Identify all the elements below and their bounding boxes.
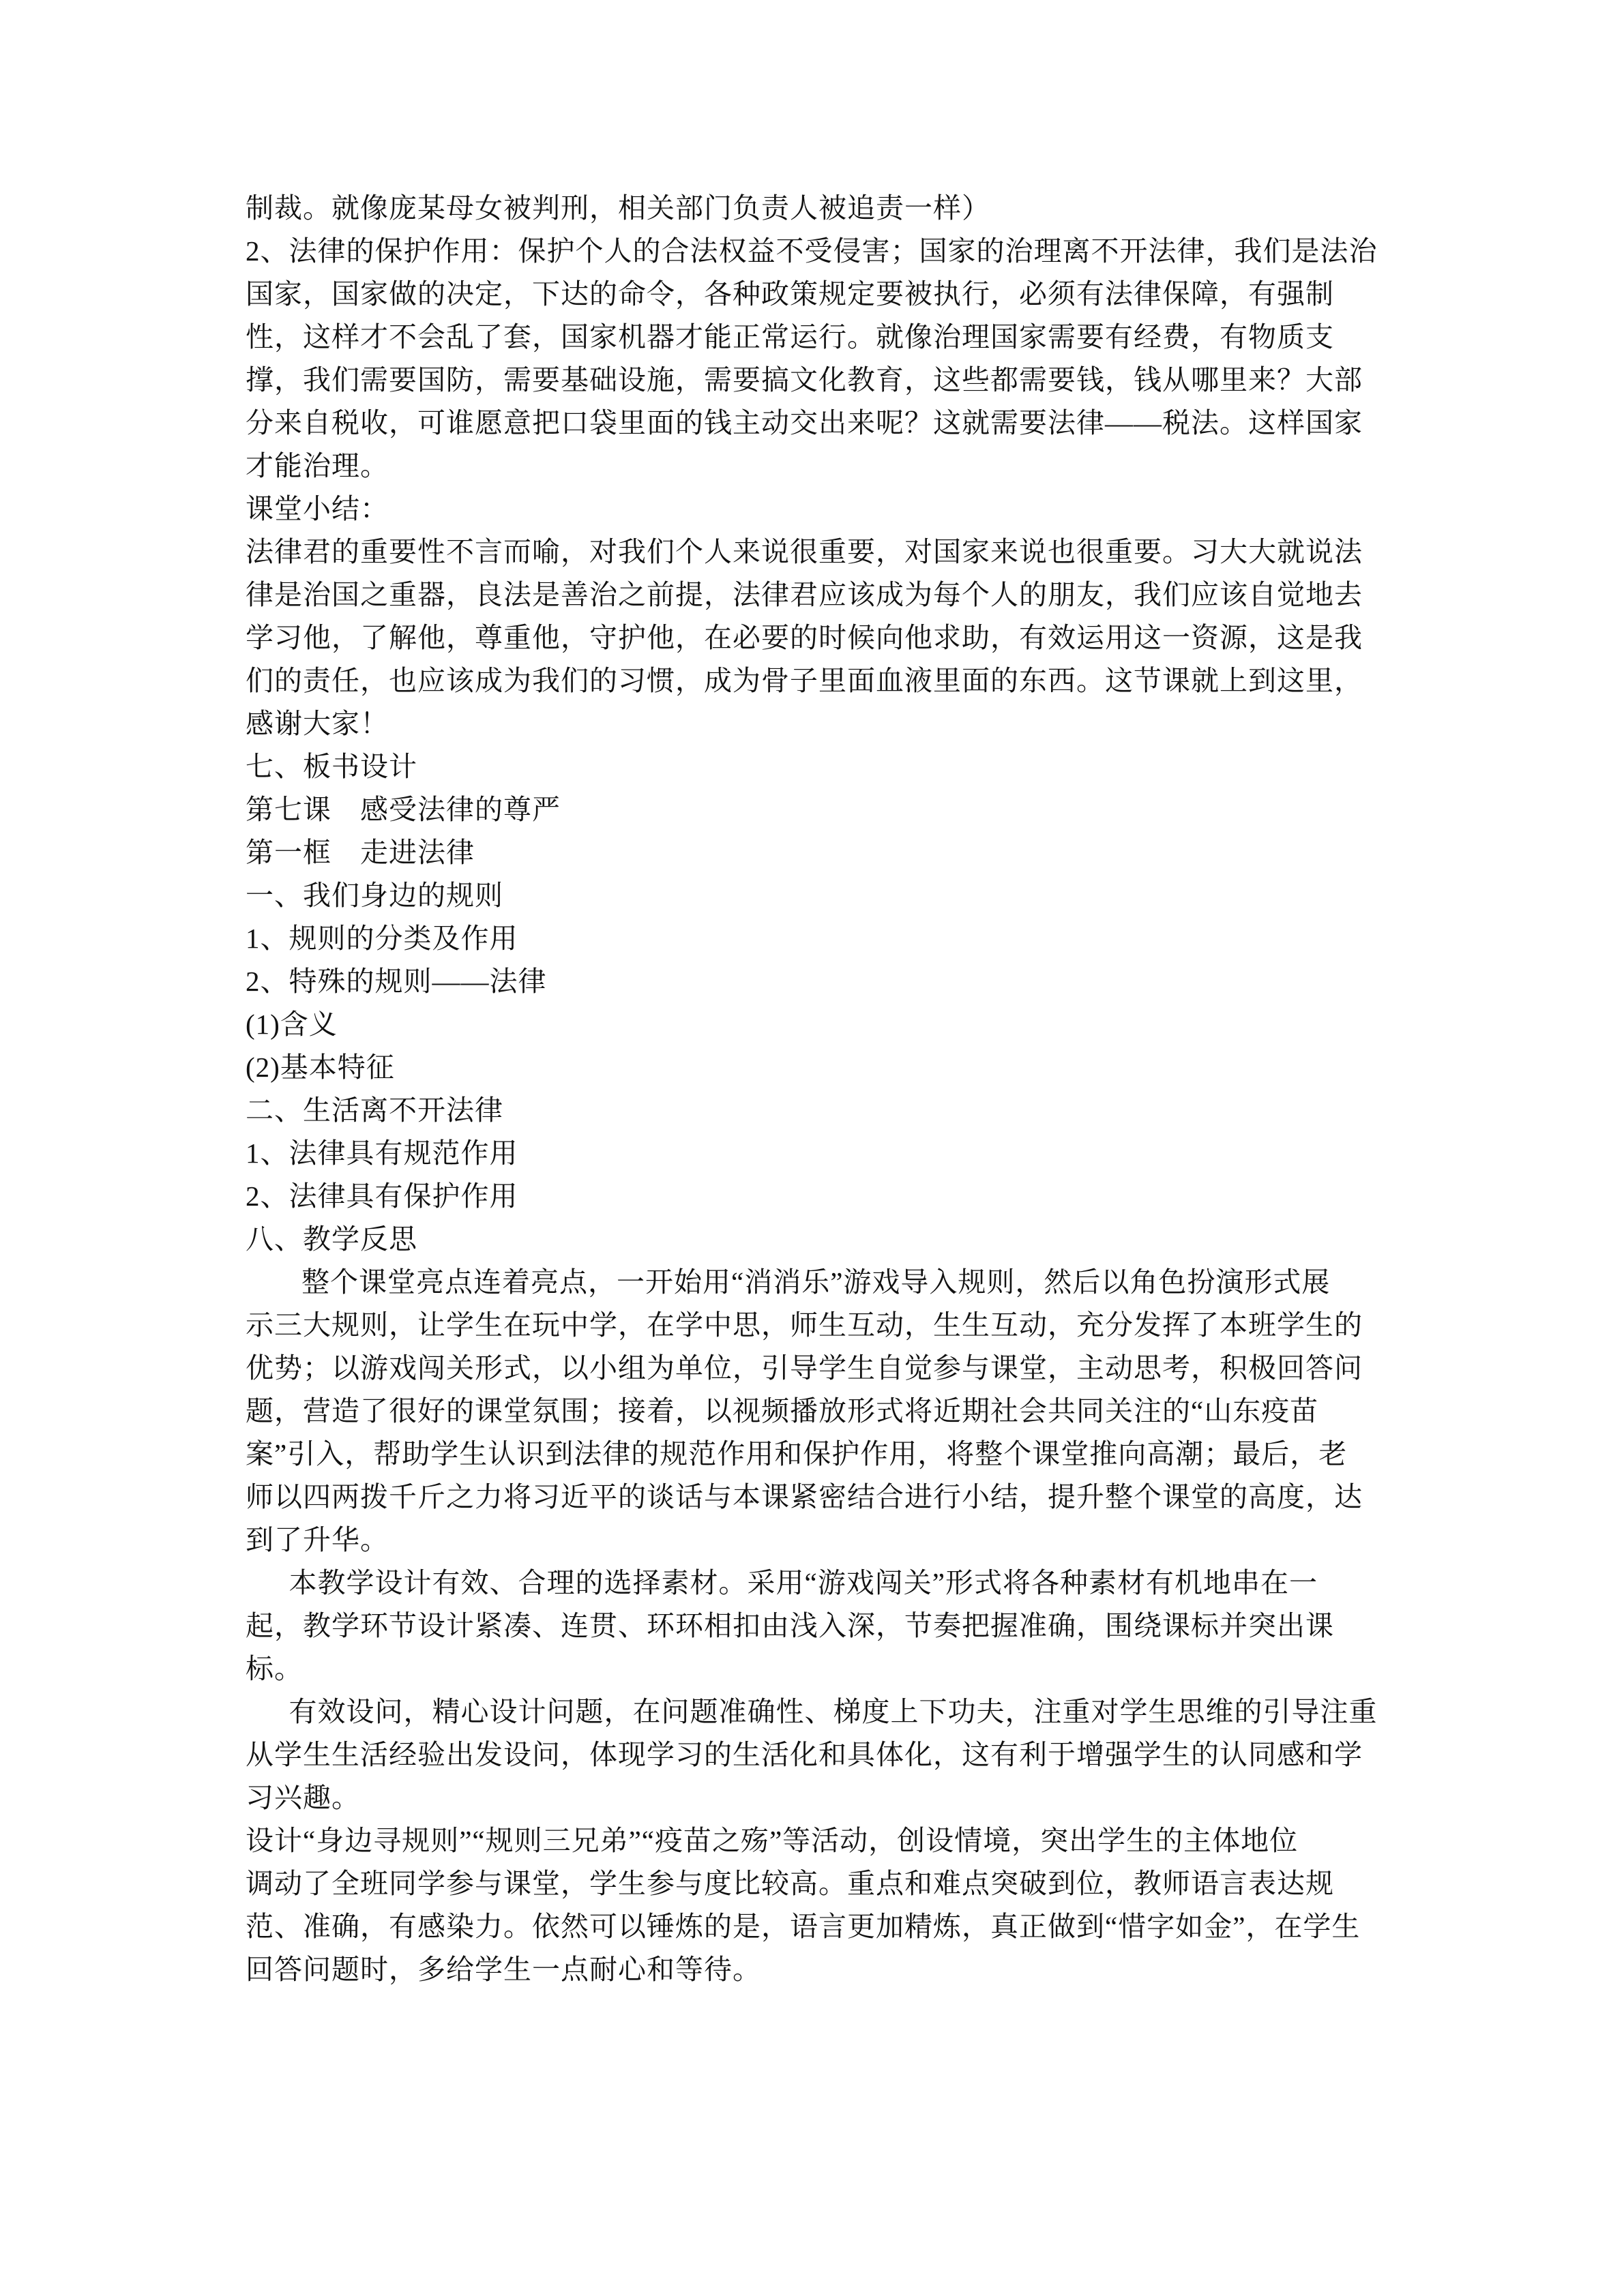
text-line: 回答问题时，多给学生一点耐心和等待。: [246, 1954, 761, 1985]
text-line: 学习他，了解他，尊重他，守护他，在必要的时候向他求助，有效运用这一资源，这是我: [246, 622, 1363, 653]
text-line: 七、板书设计: [246, 751, 417, 782]
text-line: 性，这样才不会乱了套，国家机器才能正常运行。就像治理国家需要有经费，有物质支: [246, 321, 1334, 353]
text-line: 2、法律的保护作用：保护个人的合法权益不受侵害；国家的治理离不开法律，我们是法治: [246, 235, 1378, 267]
text-line: 调动了全班同学参与课堂，学生参与度比较高。重点和难点突破到位，教师语言表达规: [246, 1868, 1334, 1899]
text-line: 1、规则的分类及作用: [246, 923, 518, 954]
text-line: (1)含义: [246, 1009, 338, 1040]
text-line: 本教学设计有效、合理的选择素材。采用“游戏闯关”形式将各种素材有机地串在一: [289, 1567, 1318, 1598]
text-line: 律是治国之重器，良法是善治之前提，法律君应该成为每个人的朋友，我们应该自觉地去: [246, 579, 1363, 610]
text-line: 习兴趣。: [246, 1782, 360, 1813]
document-text-block: [246, 187, 1466, 1991]
text-line: 标。: [246, 1653, 303, 1684]
text-line: 题，营造了很好的课堂氛围；接着，以视频播放形式将近期社会共同关注的“山东疫苗: [246, 1395, 1319, 1427]
text-line: 们的责任，也应该成为我们的习惯，成为骨子里面血液里面的东西。这节课就上到这里，: [246, 665, 1363, 696]
text-line: 2、法律具有保护作用: [246, 1180, 518, 1212]
text-line: 课堂小结：: [246, 493, 389, 524]
text-line: 一、我们身边的规则: [246, 880, 503, 911]
text-line: 才能治理。: [246, 450, 389, 481]
text-line: 从学生生活经验出发设问，体现学习的生活化和具体化，这有利于增强学生的认同感和学: [246, 1739, 1363, 1770]
text-line: 有效设问，精心设计问题，在问题准确性、梯度上下功夫，注重对学生思维的引导注重: [289, 1696, 1378, 1727]
text-line: 设计“身边寻规则”“规则三兄弟”“疫苗之殇”等活动，创设情境，突出学生的主体地位: [246, 1825, 1299, 1856]
text-line: 师以四两拨千斤之力将习近平的谈话与本课紧密结合进行小结，提升整个课堂的高度，达: [246, 1481, 1363, 1512]
text-line: 撑，我们需要国防，需要基础设施，需要搞文化教育，这些都需要钱，钱从哪里来？大部: [246, 364, 1363, 396]
text-line: 到了升华。: [246, 1524, 389, 1555]
text-line: 起，教学环节设计紧凑、连贯、环环相扣由浅入深，节奏把握准确，围绕课标并突出课: [246, 1610, 1334, 1641]
text-line: (2)基本特征: [246, 1052, 395, 1083]
text-line: 案”引入，帮助学生认识到法律的规范作用和保护作用，将整个课堂推向高潮；最后，老: [246, 1438, 1348, 1470]
text-line: 国家，国家做的决定，下达的命令，各种政策规定要被执行，必须有法律保障，有强制: [246, 278, 1334, 310]
text-line: 感谢大家！: [246, 708, 389, 739]
text-line: 制裁。就像庞某母女被判刑，相关部门负责人被追责一样）: [246, 192, 990, 224]
text-line: 优势；以游戏闯关形式，以小组为单位，引导学生自觉参与课堂，主动思考，积极回答问: [246, 1352, 1363, 1384]
text-line: 二、生活离不开法律: [246, 1094, 503, 1126]
text-line: 八、教学反思: [246, 1223, 417, 1255]
text-line: 分来自税收，可谁愿意把口袋里面的钱主动交出来呢？这就需要法律——税法。这样国家: [246, 407, 1363, 438]
text-line: 第七课 感受法律的尊严: [246, 794, 561, 825]
text-line: 2、特殊的规则——法律: [246, 966, 547, 997]
text-line: 整个课堂亮点连着亮点，一开始用“消消乐”游戏导入规则，然后以角色扮演形式展: [301, 1266, 1331, 1298]
text-line: 示三大规则，让学生在玩中学，在学中思，师生互动，生生互动，充分发挥了本班学生的: [246, 1309, 1363, 1341]
text-line: 第一框 走进法律: [246, 837, 475, 868]
text-line: 范、准确，有感染力。依然可以锤炼的是，语言更加精炼，真正做到“惜字如金”，在学生: [246, 1911, 1361, 1942]
text-line: 法律君的重要性不言而喻，对我们个人来说很重要，对国家来说也很重要。习大大就说法: [246, 536, 1363, 567]
text-line: 1、法律具有规范作用: [246, 1137, 518, 1169]
